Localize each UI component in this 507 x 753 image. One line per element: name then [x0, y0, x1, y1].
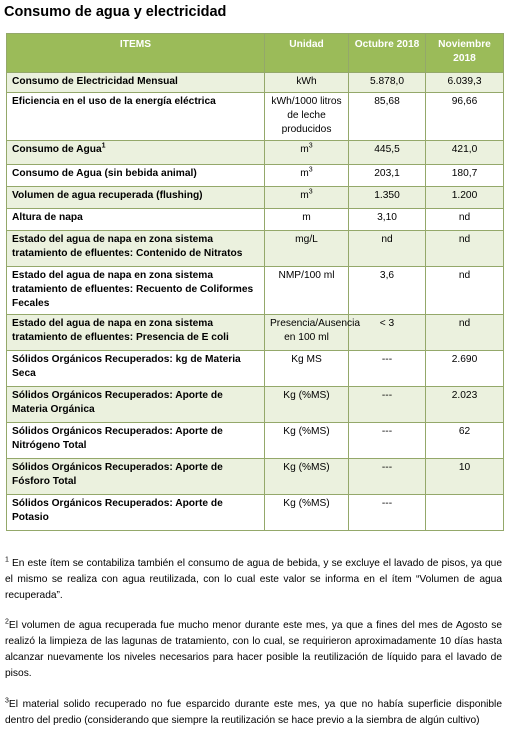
- table-row: [7, 73, 504, 93]
- row-unidad: $m^3$: [265, 187, 349, 209]
- row-octubre: ---: [349, 495, 426, 531]
- header-noviembre: Noviembre 2018: [426, 34, 504, 73]
- row-octubre: nd: [349, 231, 426, 267]
- table-row: [7, 351, 504, 387]
- row-unidad: kWh: [265, 73, 349, 93]
- table-row: [7, 209, 504, 231]
- row-item: Estado del agua de napa en zona sistema tratamiento de efluentes: Recuento de Coliformes Fecales: [7, 267, 265, 315]
- row-item: Sólidos Orgánicos Recuperados: kg de Materia Seca: [7, 351, 265, 387]
- row-item: Sólidos Orgánicos Recuperados: Aporte de Potasio: [7, 495, 265, 531]
- row-octubre: 1.350: [349, 187, 426, 209]
- row-item: Volumen de agua recuperada (flushing): [7, 187, 265, 209]
- row-noviembre: 6.039,3: [426, 73, 504, 93]
- row-unidad: NMP/100 ml: [265, 267, 349, 315]
- row-item: Consumo de Agua (sin bebida animal): [7, 165, 265, 187]
- row-unidad: Kg (%MS): [265, 387, 349, 423]
- row-unidad: Kg (%MS): [265, 495, 349, 531]
- row-noviembre: nd: [426, 315, 504, 351]
- row-noviembre: nd: [426, 209, 504, 231]
- table-row: [7, 459, 504, 495]
- footnote-2: $^2$El volumen de agua recuperada fue mucho menor durante este mes, ya que a fines del mes de Agosto se realizó la limpieza de las lagunas de tratamiento, con lo cual, se requirieron aproximadamente 10 días hasta alcanzar nuevamente los niveles necesarios para hacer posible la reutilización de líquido para el lavado de pisos.: [5, 618, 502, 679]
- consumption-table: [6, 33, 504, 531]
- footnote-3: $^3$El material solido recuperado no fue esparcido durante este mes, ya que no había superficie disponible dentro del predio (considerando que siempre la reutilización se hace previo a la siembra de algún cultivo): [5, 697, 502, 726]
- row-item: Sólidos Orgánicos Recuperados: Aporte de Fósforo Total: [7, 459, 265, 495]
- row-unidad: $m^3$: [265, 165, 349, 187]
- table-row: [7, 315, 504, 351]
- row-item: Consumo de Agua$^1$: [7, 141, 265, 165]
- row-octubre: 3,10: [349, 209, 426, 231]
- table-row: [7, 93, 504, 141]
- table-row: [7, 387, 504, 423]
- row-item: Estado del agua de napa en zona sistema tratamiento de efluentes: Presencia de E coli: [7, 315, 265, 351]
- row-noviembre: 96,66: [426, 93, 504, 141]
- table-row: [7, 423, 504, 459]
- table-row: [7, 141, 504, 165]
- row-noviembre: 10: [426, 459, 504, 495]
- row-item: Sólidos Orgánicos Recuperados: Aporte de Materia Orgánica: [7, 387, 265, 423]
- row-noviembre: 421,0: [426, 141, 504, 165]
- row-item: Consumo de Electricidad Mensual: [7, 73, 265, 93]
- row-unidad: kWh/1000 litros de leche producidos: [265, 93, 349, 141]
- table-header-row: [7, 34, 504, 73]
- table-row: [7, 267, 504, 315]
- row-octubre: 445,5: [349, 141, 426, 165]
- row-noviembre: nd: [426, 231, 504, 267]
- row-octubre: ---: [349, 459, 426, 495]
- table-row: [7, 231, 504, 267]
- row-item: Altura de napa: [7, 209, 265, 231]
- row-noviembre: 2.690: [426, 351, 504, 387]
- table-row: [7, 495, 504, 531]
- row-octubre: 85,68: [349, 93, 426, 141]
- footnote-1: $^1$ En este ítem se contabiliza también el consumo de agua de bebida, y se excluye el lavado de pisos, ya que el mismo se realiza con agua reutilizada, con lo cual este valor se informa en el ítem “Volumen de agua recuperada”.: [5, 556, 502, 601]
- document-title: Consumo de agua y electricidad: [4, 4, 227, 20]
- row-unidad: Kg (%MS): [265, 423, 349, 459]
- row-item: Eficiencia en el uso de la energía eléctrica: [7, 93, 265, 141]
- table-row: [7, 187, 504, 209]
- row-noviembre: 180,7: [426, 165, 504, 187]
- row-octubre: 203,1: [349, 165, 426, 187]
- row-item: Sólidos Orgánicos Recuperados: Aporte de Nitrógeno Total: [7, 423, 265, 459]
- row-noviembre: 1.200: [426, 187, 504, 209]
- row-unidad: Kg MS: [265, 351, 349, 387]
- row-octubre: 3,6: [349, 267, 426, 315]
- table-row: [7, 165, 504, 187]
- row-octubre: 5.878,0: [349, 73, 426, 93]
- row-unidad: Presencia/Ausencia en 100 ml: [265, 315, 349, 351]
- header-items: ITEMS: [7, 34, 265, 73]
- row-octubre: ---: [349, 387, 426, 423]
- row-octubre: ---: [349, 423, 426, 459]
- header-octubre: Octubre 2018: [349, 34, 426, 73]
- row-item: Estado del agua de napa en zona sistema tratamiento de efluentes: Contenido de Nitratos: [7, 231, 265, 267]
- row-unidad: Kg (%MS): [265, 459, 349, 495]
- row-noviembre: nd: [426, 267, 504, 315]
- row-noviembre: [426, 495, 504, 531]
- row-octubre: < 3: [349, 315, 426, 351]
- row-unidad: m: [265, 209, 349, 231]
- row-unidad: $m^3$: [265, 141, 349, 165]
- row-noviembre: 2.023: [426, 387, 504, 423]
- row-unidad: mg/L: [265, 231, 349, 267]
- row-octubre: ---: [349, 351, 426, 387]
- row-noviembre: 62: [426, 423, 504, 459]
- header-unidad: Unidad: [265, 34, 349, 73]
